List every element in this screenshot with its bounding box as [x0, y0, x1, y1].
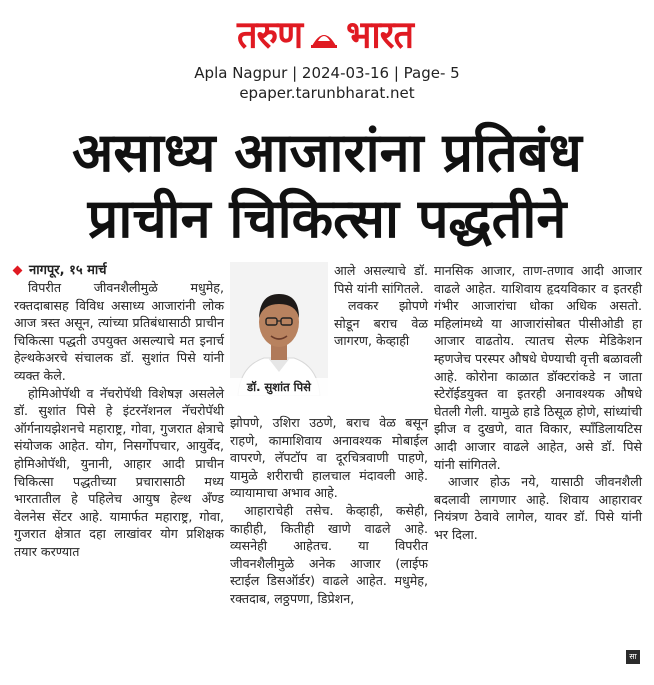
dateline: [14, 262, 224, 279]
author-photo: [230, 262, 328, 396]
paragraph: झोपणे, उशिरा उठणे, बराच वेळ बसून राहणे, कामाशिवाय अनावश्यक मोबाईल वापरणे, लॅपटॉप वा दूरचित्रवाणी पाहणे, यामुळे शरीराची हालचाल मंदावली आहे. व्यायामाचा अभाव आहे.: [230, 415, 428, 501]
paragraph: मानसिक आजार, ताण-तणाव आदी आजार वाढले आहेत. याशिवाय हृदयविकार व इतरही गंभीर आजारांचा धोका अधिक असतो. महिलांमध्ये या आजारांसोबत पीसीओडी हा आजार वाढतोय. त्यातच सेल्फ मेडिकेशन म्हणजेच परस्पर औषधे घेण्याची वृत्ती बळावली आहे. कोरोना काळात डॉक्टरांकडे न जाता स्टेरॉईडयुक्त वा इतरही अनावश्यक औषधे घेतली गेली. यामुळे हाडे ठिसूळ होणे, सांध्यांची झीज व दुखणे, वात विकार, स्पॉंडिलायटिस आदी आजार वाढले आहेत, असे डॉ. पिसे यांनी सांगितले.: [434, 263, 642, 472]
paragraph: आहाराचेही तसेच. केव्हाही, कसेही, काहीही, कितीही खाणे वाढले आहे. व्यसनेही आहेतच. या विपरीत जीवनशैलीमुळे अनेक आजार (लाईफ स्टाईल डिसऑर्डर) वाढले आहेत. मधुमेह, रक्तदाब, लठ्ठपणा, डिप्रेशन,: [230, 502, 428, 606]
article-column-2-top: [334, 262, 428, 350]
article-column-1: [14, 262, 224, 561]
article-column-2: [230, 414, 428, 608]
portrait-image: [230, 262, 328, 396]
paragraph: आले असल्याचे डॉ. पिसे यांनी सांगितले.: [334, 263, 428, 296]
headline-line-1: असाध्य आजारांना प्रतिबंध: [72, 121, 582, 184]
paragraph: होमिओपॅथी व नॅचरोपॅथी विशेषज्ञ असलेले डॉ. सुशांत पिसे हे इंटरनॅशनल नॅचरोपॅथी ऑर्गनायझेशनचे महाराष्ट्र, गोवा, गुजरात क्षेत्राचे संयोजक आहेत. योग, निसर्गोपचार, आयुर्वेद, होमिओपॅथी, युनानी, आहार आदी प्राचीन चिकित्सा पद्धतीच्या प्रचारासाठी मध्य भारतातील हे पहिलेच आयुष हेल्थ अँण्ड वेलनेस सेंटर आहे. यामार्फत महाराष्ट्र, गोवा, गुजरात क्षेत्रात दहा लाखांवर योग प्रशिक्षक तयार करण्यात: [14, 385, 224, 559]
masthead-name-left: तरुण: [237, 13, 303, 57]
article-column-3: [434, 262, 642, 544]
bullet-diamond-icon: [13, 266, 23, 276]
dateline-text: नागपूर, १५ मार्च: [29, 263, 107, 278]
lamp-emblem-icon: [309, 22, 339, 50]
masthead: [180, 10, 470, 62]
paragraph: विपरीत जीवनशैलीमुळे मधुमेह, रक्तदाबासह विविध असाध्य आजारांनी लोक आज त्रस्त असून, त्यांच्या प्रतिबंधासाठी प्राचीन चिकित्सा पद्धती उपयुक्त असल्याचे मत इनार्च हेल्थकेअरचे संचालक डॉ. सुशांत पिसे यांनी व्यक्त केले.: [14, 280, 224, 383]
headline-line-2: प्राचीन चिकित्सा पद्धतीने: [87, 187, 567, 250]
page-tag: सा: [626, 650, 640, 664]
paragraph: लवकर झोपणे सोडून बराच वेळ जागरण, केव्हाही: [334, 298, 428, 349]
paragraph: आजार होऊ नये, यासाठी जीवनशैली बदलावी लागणार आहे. शिवाय आहारावर नियंत्रण ठेवावे लागेल, यावर डॉ. पिसे यांनी भर दिला.: [434, 474, 642, 542]
edition-line: Apla Nagpur | 2024-03-16 | Page- 5: [194, 64, 460, 82]
photo-caption: डॉ. सुशांत पिसे: [230, 378, 328, 396]
website-link[interactable]: epaper.tarunbharat.net: [239, 84, 415, 102]
masthead-name-right: भारत: [346, 13, 413, 57]
